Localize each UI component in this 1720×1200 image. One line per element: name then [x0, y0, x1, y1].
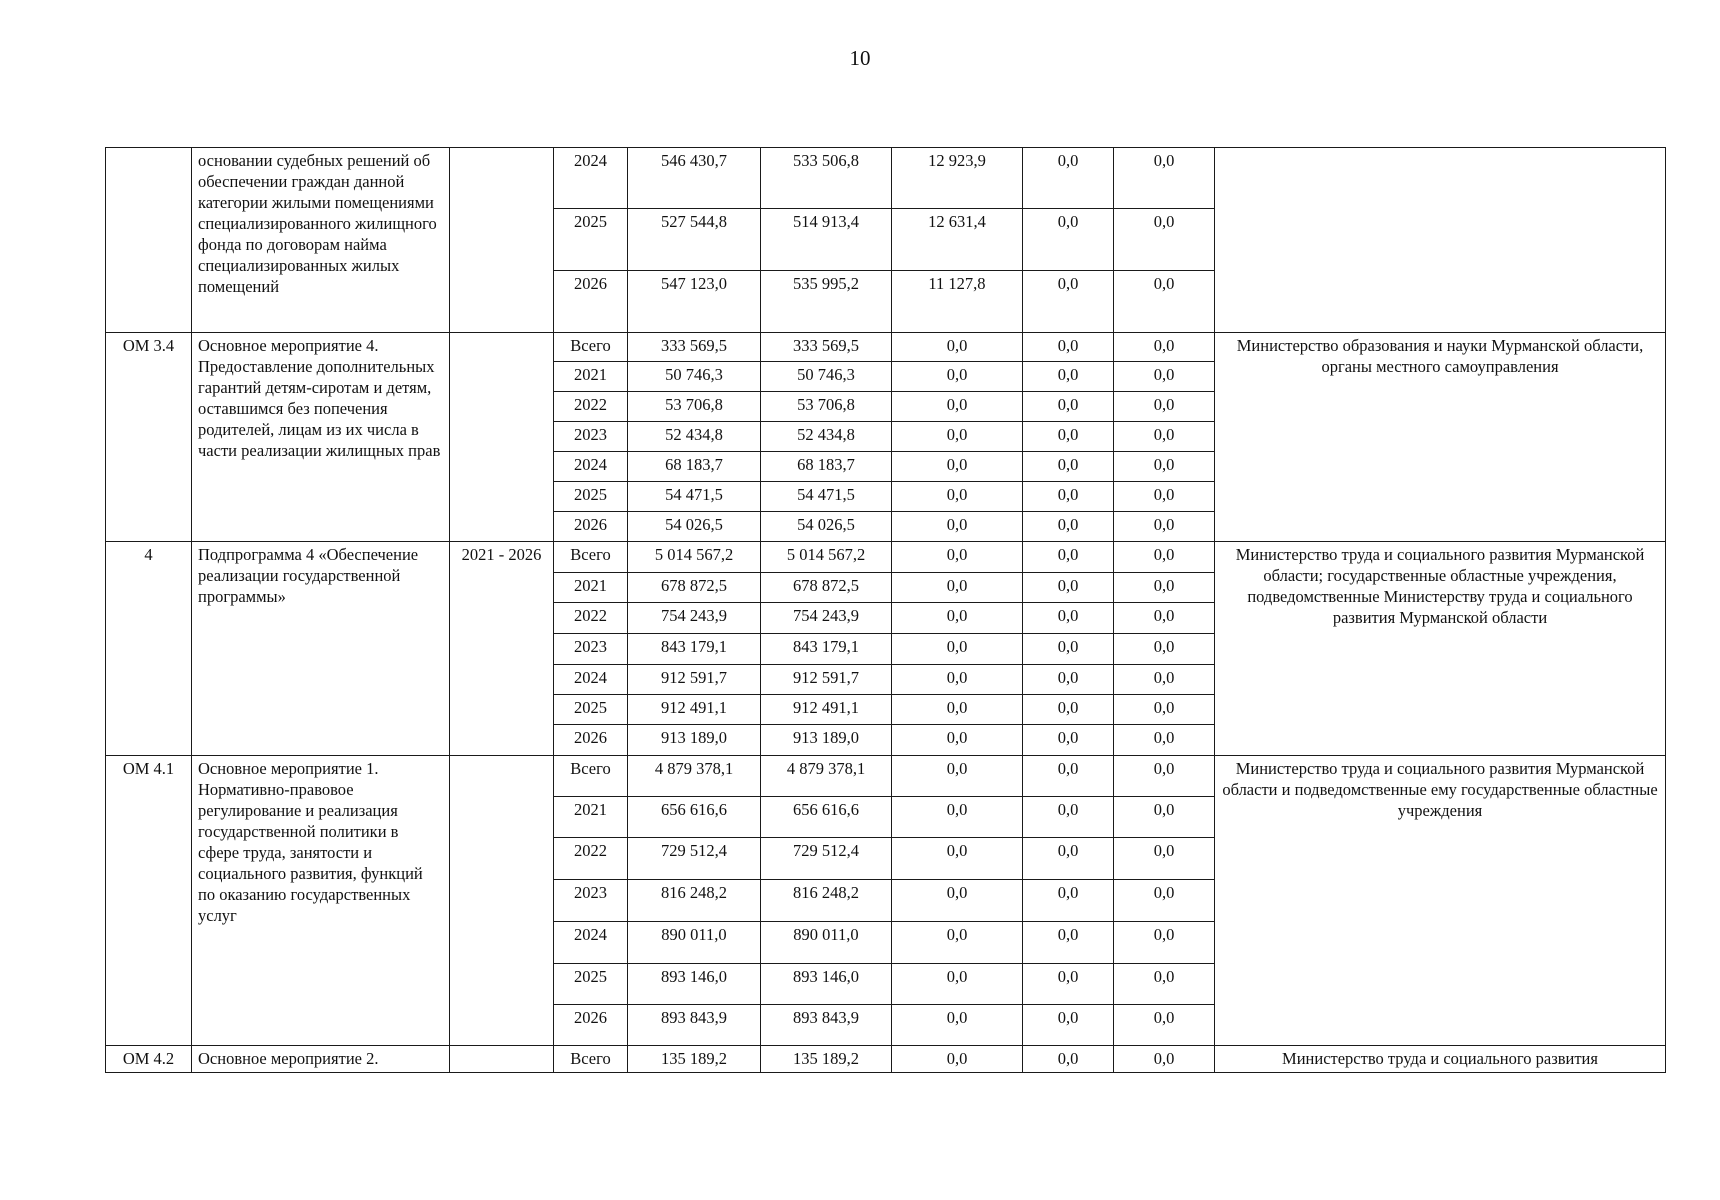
cell-year: 2024	[554, 452, 628, 482]
cell-regional-budget: 893 146,0	[761, 964, 892, 1005]
cell-local-budget: 0,0	[1023, 797, 1114, 838]
cell-code: ОМ 3.4	[106, 333, 192, 542]
cell-total: 893 843,9	[628, 1005, 761, 1046]
cell-other-sources: 0,0	[1114, 756, 1215, 797]
cell-federal-budget: 0,0	[892, 797, 1023, 838]
cell-local-budget: 0,0	[1023, 725, 1114, 756]
cell-local-budget: 0,0	[1023, 512, 1114, 542]
cell-total: 54 026,5	[628, 512, 761, 542]
cell-regional-budget: 893 843,9	[761, 1005, 892, 1046]
cell-local-budget: 0,0	[1023, 634, 1114, 665]
cell-year: 2022	[554, 392, 628, 422]
cell-total: 54 471,5	[628, 482, 761, 512]
cell-total: 912 591,7	[628, 665, 761, 695]
cell-year: Всего	[554, 756, 628, 797]
cell-local-budget: 0,0	[1023, 838, 1114, 880]
cell-other-sources: 0,0	[1114, 209, 1215, 271]
cell-other-sources: 0,0	[1114, 333, 1215, 362]
cell-local-budget: 0,0	[1023, 392, 1114, 422]
cell-other-sources: 0,0	[1114, 665, 1215, 695]
cell-year: 2021	[554, 797, 628, 838]
cell-other-sources: 0,0	[1114, 634, 1215, 665]
cell-year: 2022	[554, 838, 628, 880]
budget-table	[105, 147, 1666, 1073]
cell-federal-budget: 0,0	[892, 422, 1023, 452]
cell-year: 2026	[554, 725, 628, 756]
table-row	[106, 148, 1666, 209]
cell-total: 754 243,9	[628, 603, 761, 634]
cell-year: 2021	[554, 362, 628, 392]
cell-other-sources: 0,0	[1114, 392, 1215, 422]
cell-federal-budget: 12 631,4	[892, 209, 1023, 271]
cell-regional-budget: 656 616,6	[761, 797, 892, 838]
cell-regional-budget: 50 746,3	[761, 362, 892, 392]
cell-federal-budget: 0,0	[892, 725, 1023, 756]
cell-code: 4	[106, 542, 192, 756]
cell-other-sources: 0,0	[1114, 452, 1215, 482]
cell-federal-budget: 0,0	[892, 603, 1023, 634]
cell-other-sources: 0,0	[1114, 603, 1215, 634]
cell-regional-budget: 5 014 567,2	[761, 542, 892, 573]
cell-local-budget: 0,0	[1023, 422, 1114, 452]
cell-local-budget: 0,0	[1023, 880, 1114, 922]
cell-total: 527 544,8	[628, 209, 761, 271]
cell-year: 2023	[554, 634, 628, 665]
cell-regional-budget: 54 471,5	[761, 482, 892, 512]
cell-total: 816 248,2	[628, 880, 761, 922]
cell-total: 913 189,0	[628, 725, 761, 756]
table-row	[106, 756, 1666, 797]
cell-total: 68 183,7	[628, 452, 761, 482]
cell-executor: Министерство труда и социального развития Мурманской области; государственные областные учреждения, подведомственные Министерству труда и социального развития Мурманской области	[1215, 542, 1666, 756]
cell-regional-budget: 913 189,0	[761, 725, 892, 756]
cell-other-sources: 0,0	[1114, 573, 1215, 603]
cell-regional-budget: 890 011,0	[761, 922, 892, 964]
cell-local-budget: 0,0	[1023, 209, 1114, 271]
cell-regional-budget: 912 591,7	[761, 665, 892, 695]
cell-federal-budget: 0,0	[892, 695, 1023, 725]
cell-name: Основное мероприятие 1. Нормативно-правовое регулирование и реализация государственной политики в сфере труда, занятости и социального развития, функций по оказанию государственных услуг	[192, 756, 450, 1046]
cell-local-budget: 0,0	[1023, 333, 1114, 362]
cell-regional-budget: 4 879 378,1	[761, 756, 892, 797]
cell-code: ОМ 4.2	[106, 1046, 192, 1073]
cell-other-sources: 0,0	[1114, 542, 1215, 573]
cell-period	[450, 756, 554, 1046]
cell-local-budget: 0,0	[1023, 665, 1114, 695]
cell-total: 912 491,1	[628, 695, 761, 725]
cell-regional-budget: 333 569,5	[761, 333, 892, 362]
cell-federal-budget: 11 127,8	[892, 271, 1023, 333]
cell-federal-budget: 0,0	[892, 452, 1023, 482]
cell-regional-budget: 54 026,5	[761, 512, 892, 542]
cell-other-sources: 0,0	[1114, 148, 1215, 209]
cell-regional-budget: 533 506,8	[761, 148, 892, 209]
cell-total: 843 179,1	[628, 634, 761, 665]
cell-other-sources: 0,0	[1114, 1046, 1215, 1073]
cell-period: 2021 - 2026	[450, 542, 554, 756]
cell-name: Подпрограмма 4 «Обеспечение реализации государственной программы»	[192, 542, 450, 756]
cell-code: ОМ 4.1	[106, 756, 192, 1046]
cell-regional-budget: 729 512,4	[761, 838, 892, 880]
cell-local-budget: 0,0	[1023, 482, 1114, 512]
cell-federal-budget: 0,0	[892, 964, 1023, 1005]
cell-regional-budget: 68 183,7	[761, 452, 892, 482]
cell-federal-budget: 0,0	[892, 512, 1023, 542]
cell-other-sources: 0,0	[1114, 271, 1215, 333]
cell-executor	[1215, 148, 1666, 333]
cell-other-sources: 0,0	[1114, 797, 1215, 838]
cell-local-budget: 0,0	[1023, 922, 1114, 964]
cell-total: 4 879 378,1	[628, 756, 761, 797]
cell-year: 2024	[554, 665, 628, 695]
cell-total: 52 434,8	[628, 422, 761, 452]
cell-other-sources: 0,0	[1114, 725, 1215, 756]
cell-local-budget: 0,0	[1023, 695, 1114, 725]
cell-period	[450, 1046, 554, 1073]
cell-other-sources: 0,0	[1114, 1005, 1215, 1046]
cell-total: 678 872,5	[628, 573, 761, 603]
cell-total: 50 746,3	[628, 362, 761, 392]
cell-year: 2022	[554, 603, 628, 634]
cell-regional-budget: 135 189,2	[761, 1046, 892, 1073]
cell-regional-budget: 843 179,1	[761, 634, 892, 665]
cell-code	[106, 148, 192, 333]
cell-name: основании судебных решений об обеспечении граждан данной категории жилыми помещениями специализированного жилищного фонда по договорам найма специализированных жилых помещений	[192, 148, 450, 333]
table-row	[106, 542, 1666, 573]
cell-total: 656 616,6	[628, 797, 761, 838]
cell-total: 546 430,7	[628, 148, 761, 209]
page-number: 10	[849, 46, 871, 70]
cell-federal-budget: 0,0	[892, 634, 1023, 665]
cell-local-budget: 0,0	[1023, 148, 1114, 209]
table-row	[106, 1046, 1666, 1073]
cell-regional-budget: 912 491,1	[761, 695, 892, 725]
cell-total: 893 146,0	[628, 964, 761, 1005]
cell-local-budget: 0,0	[1023, 603, 1114, 634]
cell-federal-budget: 0,0	[892, 482, 1023, 512]
cell-year: 2024	[554, 148, 628, 209]
cell-regional-budget: 816 248,2	[761, 880, 892, 922]
cell-total: 5 014 567,2	[628, 542, 761, 573]
cell-total: 547 123,0	[628, 271, 761, 333]
cell-other-sources: 0,0	[1114, 922, 1215, 964]
cell-federal-budget: 0,0	[892, 333, 1023, 362]
cell-other-sources: 0,0	[1114, 362, 1215, 392]
cell-local-budget: 0,0	[1023, 452, 1114, 482]
cell-federal-budget: 0,0	[892, 392, 1023, 422]
cell-year: Всего	[554, 333, 628, 362]
cell-other-sources: 0,0	[1114, 422, 1215, 452]
cell-executor: Министерство труда и социального развития Мурманской области и подведомственные ему государственные областные учреждения	[1215, 756, 1666, 1046]
cell-other-sources: 0,0	[1114, 880, 1215, 922]
cell-executor: Министерство образования и науки Мурманской области, органы местного самоуправления	[1215, 333, 1666, 542]
cell-local-budget: 0,0	[1023, 542, 1114, 573]
cell-regional-budget: 535 995,2	[761, 271, 892, 333]
cell-year: 2021	[554, 573, 628, 603]
cell-year: 2026	[554, 271, 628, 333]
cell-period	[450, 333, 554, 542]
cell-local-budget: 0,0	[1023, 1005, 1114, 1046]
cell-regional-budget: 678 872,5	[761, 573, 892, 603]
cell-local-budget: 0,0	[1023, 1046, 1114, 1073]
cell-year: 2023	[554, 422, 628, 452]
cell-regional-budget: 53 706,8	[761, 392, 892, 422]
cell-year: Всего	[554, 1046, 628, 1073]
cell-federal-budget: 0,0	[892, 1046, 1023, 1073]
cell-year: 2025	[554, 964, 628, 1005]
cell-year: 2024	[554, 922, 628, 964]
cell-total: 890 011,0	[628, 922, 761, 964]
cell-federal-budget: 12 923,9	[892, 148, 1023, 209]
cell-federal-budget: 0,0	[892, 573, 1023, 603]
cell-federal-budget: 0,0	[892, 542, 1023, 573]
cell-federal-budget: 0,0	[892, 756, 1023, 797]
cell-year: 2025	[554, 482, 628, 512]
cell-name: Основное мероприятие 2.	[192, 1046, 450, 1073]
cell-total: 729 512,4	[628, 838, 761, 880]
cell-federal-budget: 0,0	[892, 922, 1023, 964]
cell-period	[450, 148, 554, 333]
cell-federal-budget: 0,0	[892, 362, 1023, 392]
cell-total: 135 189,2	[628, 1046, 761, 1073]
cell-name: Основное мероприятие 4. Предоставление дополнительных гарантий детям-сиротам и детям, оставшимся без попечения родителей, лицам из их числа в части реализации жилищных прав	[192, 333, 450, 542]
cell-local-budget: 0,0	[1023, 573, 1114, 603]
cell-regional-budget: 514 913,4	[761, 209, 892, 271]
cell-year: Всего	[554, 542, 628, 573]
cell-year: 2026	[554, 512, 628, 542]
cell-local-budget: 0,0	[1023, 756, 1114, 797]
cell-other-sources: 0,0	[1114, 482, 1215, 512]
cell-other-sources: 0,0	[1114, 695, 1215, 725]
table-row	[106, 333, 1666, 362]
cell-year: 2023	[554, 880, 628, 922]
cell-federal-budget: 0,0	[892, 1005, 1023, 1046]
cell-other-sources: 0,0	[1114, 838, 1215, 880]
cell-year: 2025	[554, 209, 628, 271]
cell-regional-budget: 52 434,8	[761, 422, 892, 452]
cell-regional-budget: 754 243,9	[761, 603, 892, 634]
cell-year: 2025	[554, 695, 628, 725]
cell-other-sources: 0,0	[1114, 512, 1215, 542]
cell-federal-budget: 0,0	[892, 838, 1023, 880]
cell-local-budget: 0,0	[1023, 271, 1114, 333]
cell-total: 53 706,8	[628, 392, 761, 422]
cell-local-budget: 0,0	[1023, 362, 1114, 392]
cell-total: 333 569,5	[628, 333, 761, 362]
cell-federal-budget: 0,0	[892, 880, 1023, 922]
cell-local-budget: 0,0	[1023, 964, 1114, 1005]
cell-year: 2026	[554, 1005, 628, 1046]
cell-federal-budget: 0,0	[892, 665, 1023, 695]
cell-executor: Министерство труда и социального развития	[1215, 1046, 1666, 1073]
cell-other-sources: 0,0	[1114, 964, 1215, 1005]
